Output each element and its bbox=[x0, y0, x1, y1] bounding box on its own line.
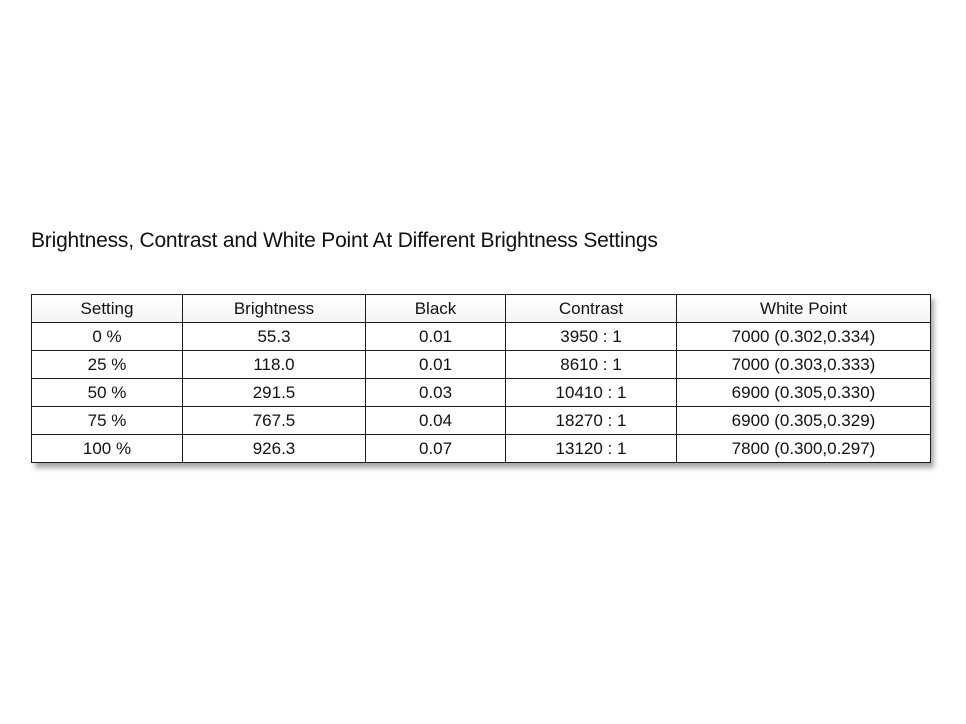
header-contrast: Contrast bbox=[506, 295, 677, 323]
cell-brightness: 55.3 bbox=[183, 323, 366, 351]
cell-black: 0.03 bbox=[366, 379, 506, 407]
table-title: Brightness, Contrast and White Point At Different Brightness Settings bbox=[31, 229, 658, 252]
header-black: Black bbox=[366, 295, 506, 323]
cell-contrast: 3950 : 1 bbox=[506, 323, 677, 351]
cell-brightness: 118.0 bbox=[183, 351, 366, 379]
table-row bbox=[32, 407, 931, 435]
cell-white-point: 7000 (0.303,0.333) bbox=[677, 351, 931, 379]
cell-contrast: 18270 : 1 bbox=[506, 407, 677, 435]
cell-brightness: 767.5 bbox=[183, 407, 366, 435]
cell-white-point: 7000 (0.302,0.334) bbox=[677, 323, 931, 351]
cell-white-point: 6900 (0.305,0.330) bbox=[677, 379, 931, 407]
cell-black: 0.07 bbox=[366, 435, 506, 463]
header-white-point: White Point bbox=[677, 295, 931, 323]
cell-black: 0.01 bbox=[366, 351, 506, 379]
cell-contrast: 8610 : 1 bbox=[506, 351, 677, 379]
cell-setting: 50 % bbox=[32, 379, 183, 407]
data-table-container bbox=[31, 294, 930, 463]
header-setting: Setting bbox=[32, 295, 183, 323]
cell-white-point: 7800 (0.300,0.297) bbox=[677, 435, 931, 463]
cell-contrast: 10410 : 1 bbox=[506, 379, 677, 407]
cell-black: 0.04 bbox=[366, 407, 506, 435]
table-row bbox=[32, 323, 931, 351]
table-row bbox=[32, 435, 931, 463]
cell-setting: 75 % bbox=[32, 407, 183, 435]
brightness-table bbox=[31, 294, 931, 463]
cell-brightness: 926.3 bbox=[183, 435, 366, 463]
header-row bbox=[32, 295, 931, 323]
cell-contrast: 13120 : 1 bbox=[506, 435, 677, 463]
cell-setting: 25 % bbox=[32, 351, 183, 379]
cell-brightness: 291.5 bbox=[183, 379, 366, 407]
table-row bbox=[32, 351, 931, 379]
cell-setting: 0 % bbox=[32, 323, 183, 351]
cell-setting: 100 % bbox=[32, 435, 183, 463]
header-brightness: Brightness bbox=[183, 295, 366, 323]
cell-white-point: 6900 (0.305,0.329) bbox=[677, 407, 931, 435]
cell-black: 0.01 bbox=[366, 323, 506, 351]
table-row bbox=[32, 379, 931, 407]
